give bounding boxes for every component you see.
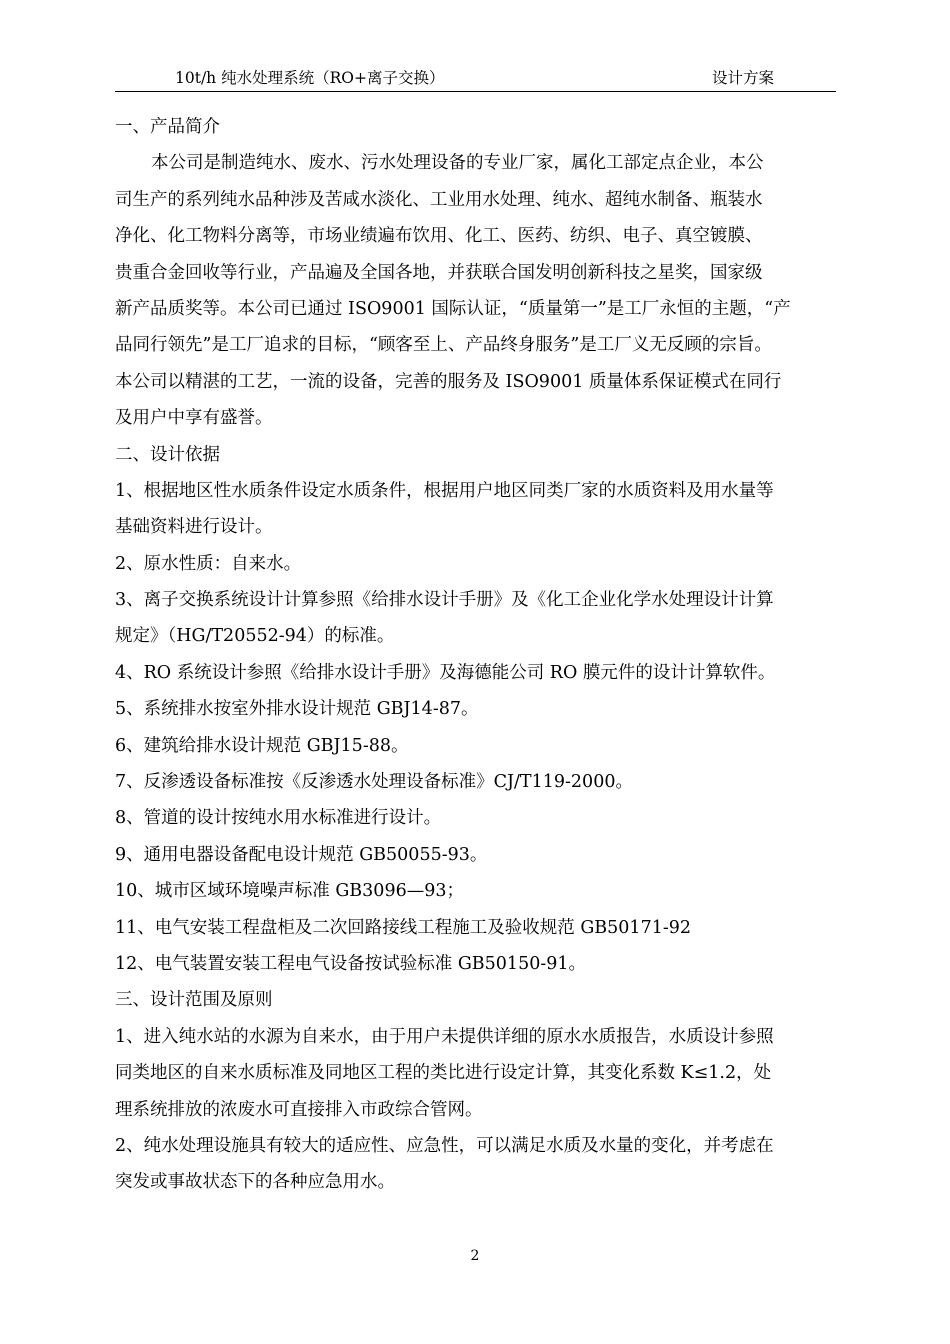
text-line: 7、反渗透设备标准按《反渗透水处理设备标准》CJ/T119-2000。 [115, 772, 633, 793]
text-line: 本公司是制造纯水、废水、污水处理设备的专业厂家，属化工部定点企业，本公 [151, 153, 764, 174]
text-line: 及用户中享有盛誉。 [115, 408, 273, 429]
text-line: 9、通用电器设备配电设计规范 GB50055-93。 [115, 844, 488, 865]
text-line: 二、设计依据 [115, 444, 220, 465]
page-header [115, 66, 836, 94]
header-doc-type: 设计方案 [712, 69, 775, 87]
text-line: 本公司以精湛的工艺，一流的设备，完善的服务及 ISO9001 质量体系保证模式在同行 [115, 371, 782, 392]
text-line: 5、系统排水按室外排水设计规范 GBJ14-87。 [115, 699, 479, 720]
document-body [115, 109, 836, 1201]
text-line: 同类地区的自来水质标准及同地区工程的类比进行设定计算，其变化系数 K≤1.2，处 [115, 1063, 772, 1084]
text-line: 司生产的系列纯水品种涉及苦咸水淡化、工业用水处理、纯水、超纯水制备、瓶装水 [115, 189, 763, 210]
text-line: 基础资料进行设计。 [115, 517, 273, 538]
text-line: 突发或事故状态下的各种应急用水。 [115, 1172, 395, 1193]
text-line: 2、纯水处理设施具有较大的适应性、应急性，可以满足水质及水量的变化，并考虑在 [115, 1135, 774, 1156]
header-title: 10t/h 纯水处理系统（RO+离子交换） [175, 69, 445, 87]
header-rule [115, 91, 836, 92]
text-line: 理系统排放的浓废水可直接排入市政综合管网。 [115, 1099, 483, 1120]
text-line: 11、电气安装工程盘柜及二次回路接线工程施工及验收规范 GB50171-92 [115, 917, 692, 938]
text-line: 12、电气装置安装工程电气设备按试验标准 GB50150-91。 [115, 953, 587, 974]
text-line: 2、原水性质：自来水。 [115, 553, 302, 574]
text-line: 净化、化工物料分离等，市场业绩遍布饮用、化工、医药、纺织、电子、真空镀膜、 [115, 226, 763, 247]
text-line: 三、设计范围及原则 [115, 990, 273, 1011]
text-line: 8、管道的设计按纯水用水标准进行设计。 [115, 808, 442, 829]
text-line: 1、根据地区性水质条件设定水质条件，根据用户地区同类厂家的水质资料及用水量等 [115, 480, 774, 501]
text-line: 品同行领先”是工厂追求的目标，“顾客至上、产品终身服务”是工厂义无反顾的宗旨。 [115, 335, 772, 356]
text-line: 贵重合金回收等行业，产品遍及全国各地，并获联合国发明创新科技之星奖，国家级 [115, 262, 763, 283]
text-line: 新产品质奖等。本公司已通过 ISO9001 国际认证，“质量第一”是工厂永恒的主题，“产 [115, 298, 791, 319]
page-number: 2 [470, 1248, 480, 1264]
text-line: 4、RO 系统设计参照《给排水设计手册》及海德能公司 RO 膜元件的设计计算软件。 [115, 662, 776, 683]
text-line: 3、离子交换系统设计计算参照《给排水设计手册》及《化工企业化学水处理设计计算 [115, 590, 774, 611]
text-line: 10、城市区域环境噪声标准 GB3096—93； [115, 881, 464, 902]
text-line: 规定》（HG/T20552-94）的标准。 [115, 626, 395, 647]
text-line: 1、进入纯水站的水源为自来水，由于用户未提供详细的原水水质报告，水质设计参照 [115, 1026, 774, 1047]
text-line: 6、建筑给排水设计规范 GBJ15-88。 [115, 735, 409, 756]
text-line: 一、产品简介 [115, 117, 220, 137]
